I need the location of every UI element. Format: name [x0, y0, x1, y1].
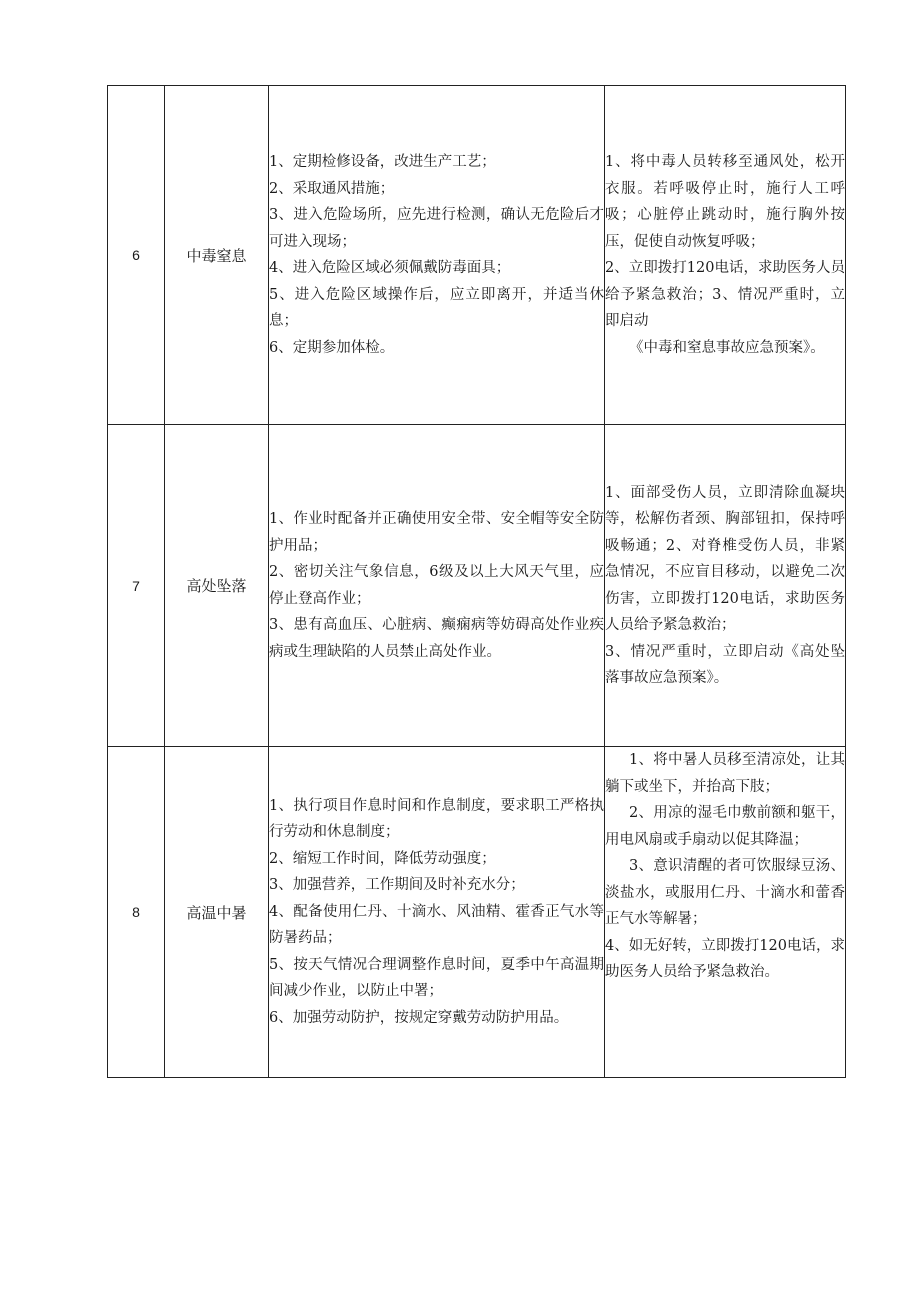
row-number: 8: [108, 747, 165, 1078]
hazard-name: 高处坠落: [165, 425, 269, 747]
aid-item: 1、面部受伤人员，立即清除血凝块等，松解伤者颈、胸部钮扣，保持呼吸畅通；2、对脊椎受伤人员，非紧急情况，不应盲目移动，以避免二次伤害，立即拨打120电话，求助医务人员给予紧急救治；: [605, 484, 845, 633]
prevention-measures: [269, 425, 605, 747]
hazard-measures-table: [107, 85, 846, 1078]
first-aid-measures: [605, 425, 846, 747]
aid-item: 3、情况严重时，立即启动《高处坠落事故应急预案》。: [605, 643, 845, 686]
prevention-item: 1、作业时配备并正确使用安全带、安全帽等安全防护用品；: [269, 511, 604, 554]
prevention-item: 5、进入危险区域操作后，应立即离开，并适当休息；: [269, 286, 604, 329]
prevention-item: 6、定期参加体检。: [269, 339, 395, 356]
prevention-measures: [269, 747, 605, 1078]
first-aid-measures: [605, 86, 846, 425]
prevention-item: 2、密切关注气象信息，6级及以上大风天气里，应停止登高作业；: [269, 564, 604, 607]
aid-item: 1、将中毒人员转移至通风处，松开衣服。若呼吸停止时，施行人工呼吸；心脏停止跳动时，施行胸外按压，促使自动恢复呼吸；: [605, 154, 845, 250]
prevention-item: 4、进入危险区域必须佩戴防毒面具；: [269, 260, 511, 276]
hazard-name: 高温中暑: [165, 747, 269, 1078]
aid-item: 《中毒和窒息事故应急预案》。: [629, 339, 825, 356]
prevention-item: 4、配备使用仁丹、十滴水、风油精、霍香正气水等防暑药品；: [269, 903, 604, 947]
table-row-6: [108, 86, 846, 425]
aid-item: 2、立即拨打120电话，求助医务人员给予紧急救治；3、情况严重时，立即启动: [605, 260, 845, 329]
prevention-item: 6、加强劳动防护，按规定穿戴劳动防护用品。: [269, 1009, 569, 1026]
aid-item: 1、将中暑人员移至清凉处，让其躺下或坐下，并抬高下肢；: [605, 752, 845, 795]
aid-item: 4、如无好转，立即拨打120电话，求助医务人员给予紧急救治。: [605, 937, 845, 980]
hazard-name: 中毒窒息: [165, 86, 269, 425]
table-row-7: [108, 425, 846, 747]
aid-item: 3、意识清醒的者可饮服绿豆汤、淡盐水，或服用仁丹、十滴水和蕾香正气水等解暑；: [605, 858, 845, 927]
prevention-measures: [269, 86, 605, 425]
row-number: 7: [108, 425, 165, 747]
prevention-item: 2、采取通风措施；: [269, 180, 395, 197]
row-number: 6: [108, 86, 165, 425]
prevention-item: 5、按天气情况合理调整作息时间，夏季中午高温期间减少作业，以防止中署；: [269, 956, 604, 1000]
first-aid-measures: [605, 747, 846, 1078]
prevention-item: 1、执行项目作息时间和作息制度，要求职工严格执行劳动和休息制度；: [269, 797, 604, 841]
table-row-8: [108, 747, 846, 1078]
prevention-item: 2、缩短工作时间，降低劳动强度；: [269, 850, 496, 867]
prevention-item: 1、定期检修设备，改进生产工艺；: [269, 154, 496, 170]
prevention-item: 3、患有高血压、心脏病、癫痫病等妨碍高处作业疾病或生理缺陷的人员禁止高处作业。: [269, 617, 604, 660]
prevention-item: 3、进入危险场所，应先进行检测，确认无危险后才可进入现场；: [269, 207, 604, 250]
prevention-item: 3、加强营养，工作期间及时补充水分；: [269, 877, 525, 894]
aid-item: 2、用凉的湿毛巾敷前额和躯干，用电风扇或手扇动以促其降温；: [605, 805, 845, 848]
